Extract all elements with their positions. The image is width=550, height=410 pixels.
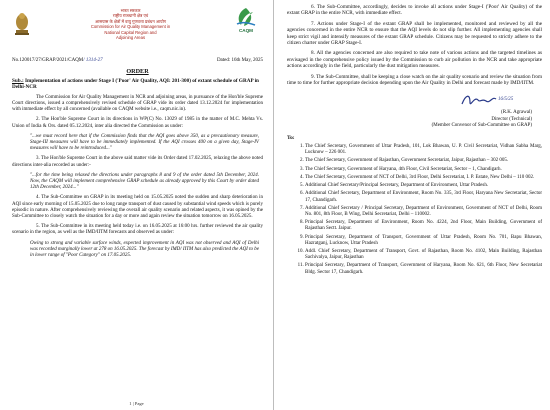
subject-label: Sub.:: [12, 78, 24, 84]
org-name: [32, 6, 229, 40]
recipient-item: 5. Additional Chief Secretary/Principal Secretary, Department of Environment, Uttar Pradesh.: [305, 183, 542, 189]
recipient-list: [287, 144, 542, 276]
recipient-item: 2. The Chief Secretary, Government of Rajasthan, Government Secretariat, Jaipur, Rajasthan – 302 005.: [305, 158, 542, 164]
paragraph: 6. The Sub-Committee, accordingly, decides to invoke all actions under Stage-I ('Poor' Air Quality) of the extant GRAP in the entire NCR, with immediate effect.: [287, 4, 542, 17]
to-label: To:: [287, 135, 295, 142]
paragraph: 8. All the agencies concerned are also required to take note of various actions and the targeted timelines as envisaged in the comprehensive policy issued by the Commission to curb air pollution in the NCR and take appropriate actions accordingly in the field, particularly the dust mitigation measures.: [287, 50, 542, 70]
caqm-logo-text: CAQM: [238, 28, 254, 33]
order-title: ORDER: [126, 68, 149, 75]
paragraph: 2. The Hon'ble Supreme Court in its directions in WP(C) No. 13029 of 1985 in the matter of M.C. Mehta Vs. Union of India & Ors. dated 05.12.2024, inter alia directed the Commission as under:: [12, 117, 263, 129]
paragraph: 9. The Sub-Committee, shall be keeping a close watch on the air quality scenario and review the situation from time to time for further appropriate decision depending upon the Air Quality in Delhi and forecast made by IMD/IITM.: [287, 73, 542, 87]
caqm-logo: [229, 6, 263, 34]
national-emblem-icon: [12, 8, 32, 38]
subject-line: [12, 78, 263, 91]
recipient-item: 6. Additional Chief Secretary, Department of Environment, Room No. 335, 3rd Floor, Haryana New Secretariat, Sector 17, Chandigarh.: [305, 191, 542, 203]
page-number: 1 | Page: [129, 401, 144, 406]
handwritten-ref: / 1314-27: [83, 58, 103, 63]
page-two: [275, 0, 550, 410]
signatory-name: (R.K. Agrawal): [501, 110, 532, 116]
page-one: [0, 0, 274, 410]
org-line: Commission for Air Quality Management in: [90, 24, 171, 30]
quoted-paragraph: "...we must record here that if the Commission finds that the AQI goes above 350, as a precautionary measure, Stage-III measures will have to be immediately implemented. If the AQI crosses 400 on a given day, Stage-IV measures will have to be reintroduced...": [30, 133, 259, 152]
org-line: आसपास के क्षेत्रों में वायु गुणवत्ता प्रबंधन आयोग: [94, 18, 167, 24]
paragraph: 5. The Sub-Committee in its meeting held today i.e. on 16.05.2025 at 16:00 hrs. further reviewed the air quality scenario in the region, as well as the IMD/IITM forecasts and observed as under:: [12, 224, 263, 236]
recipient-item: 10. Addl. Chief Secretary, Department of Transport, Govt. of Rajasthan, Room No. 4102, Main Building, Rajasthan Sachivalya, Jaipur, Rajasthan: [305, 249, 542, 261]
reference-line: [12, 58, 263, 63]
recipient-item: 11. Principal Secretary, Department of Transport, Government of Haryana, Room No. 621, 6th Floor, New Secretariat Bldg. Sector 17, Chandigarh.: [305, 263, 542, 275]
quoted-paragraph: Owing to strong and variable surface winds, expected improvement in AQI was not observed and AQI of Delhi was recorded marginally lower at 278 on 16.05.2025. The forecast by IMD/ IITM has also predicted the AQI to be in lower range of "Poor Category" on 17.05.2025.: [30, 240, 259, 259]
signature: [287, 90, 532, 110]
recipient-item: 9. Principal Secretary, Department of Transport, Government of Uttar Pradesh, Room No. 701, Bapu Bhawan, Hazratganj, Lucknow, Uttar Pradesh: [305, 235, 542, 247]
order-body-right: [287, 4, 542, 86]
caqm-leaf-icon: [233, 6, 259, 28]
signature-block: [287, 90, 542, 129]
signatory-role: (Member Convenor of Sub-Committee on GRAP): [431, 122, 532, 128]
org-line: राष्ट्रीय राजधानी क्षेत्र एवं: [112, 13, 149, 19]
org-line: Adjoining Areas: [115, 35, 146, 41]
recipient-item: 3. The Chief Secretary, Government of Haryana, 4th Floor, Civil Secretariat, Sector – 1, Chandigarh.: [305, 167, 542, 173]
recipient-item: 1. The Chief Secretary, Government of Uttar Pradesh, 101, Lok Bhawan, U. P. Civil Secretariat, Vidhan Sabha Marg, Lucknow – 226 001.: [305, 144, 542, 156]
order-body-left: [12, 95, 263, 259]
paragraph: 3. The Hon'ble Supreme Court in the above said matter vide its Order dated 17.02.2025, relaxing the above noted directions inter-alia recorded as under:-: [12, 156, 263, 168]
reference-number: No.120017/27/GRAP/2021/CAQM/ 1314-27: [12, 58, 103, 63]
subject-text: Implementation of actions under Stage I ('Poor' Air Quality, AQI: 201-300) of extant schedule of GRAP in Delhi-NCR: [12, 78, 259, 91]
org-line: National Capital Region and: [104, 29, 157, 35]
handwritten-signature-icon: [458, 90, 514, 112]
signatory-designation: Director (Technical): [491, 116, 532, 122]
recipient-item: 8. Principal Secretary, Department of Environment, Room No. 4224, 2nd Floor, Main Building, Government of Rajasthan Sectt. Jaipur.: [305, 220, 542, 232]
quoted-paragraph: "...for the time being relaxed the directions under paragraphs 8 and 9 of the order dated 5th December, 2024. Now, the CAQM will implement comprehensive GRAP schedule as already approved by this Court by order dated 12th December, 2024...": [30, 172, 259, 191]
recipient-item: 7. Additional Chief Secretary / Principal Secretary, Department of Environment, Government of NCT of Delhi, Room No. 801, 8th Floor, B Wing, Delhi Secretariat, Delhi – 110002.: [305, 206, 542, 218]
letterhead: [12, 6, 263, 56]
paragraph: 7. Actions under Stage-I of the extant GRAP shall be implemented, monitored and reviewed by all the agencies concerned in the entire NCR to ensure that the AQI levels do not slip further. All implementing agencies shall keep strict vigil and intensify measures of the extant GRAP schedule. Citizens may be requested to strictly adhere to the citizen charter under GRAP Stage-I.: [287, 20, 542, 47]
order-date: Dated: 16th May, 2025: [216, 58, 263, 63]
recipient-item: 4. The Chief Secretary, Government of NCT of Delhi, 3rd Floor, Delhi Secretariat, I. P. Estate, New Delhi – 110 002.: [305, 175, 542, 181]
signature-date: 16/5/25: [498, 97, 514, 103]
paragraph: 4. The Sub-Committee on GRAP in its meeting held on 15.05.2025 noted the sudden and sharp deterioration in AQI since early morning of 15.05.2025 due to long range transport of dust caused by substantial wind speeds which is purely episodic in nature. After comprehensively reviewing the overall air quality scenario and related aspects, it was opined by the Sub-Committee to closely watch the situation for a day or more and again review the situation tomorrow on 16.05.2025.: [12, 195, 263, 220]
org-line: भारत सरकार: [120, 8, 141, 13]
paragraph: The Commission for Air Quality Management in NCR and adjoining areas, in pursuance of the Hon'ble Supreme Court directions, issued a comprehensively revised schedule of GRAP vide its order dated 13.12.2024 for implementation with immediate effect by all concerned (available on CAQM website i.e., caqm.nic.in).: [12, 94, 263, 113]
